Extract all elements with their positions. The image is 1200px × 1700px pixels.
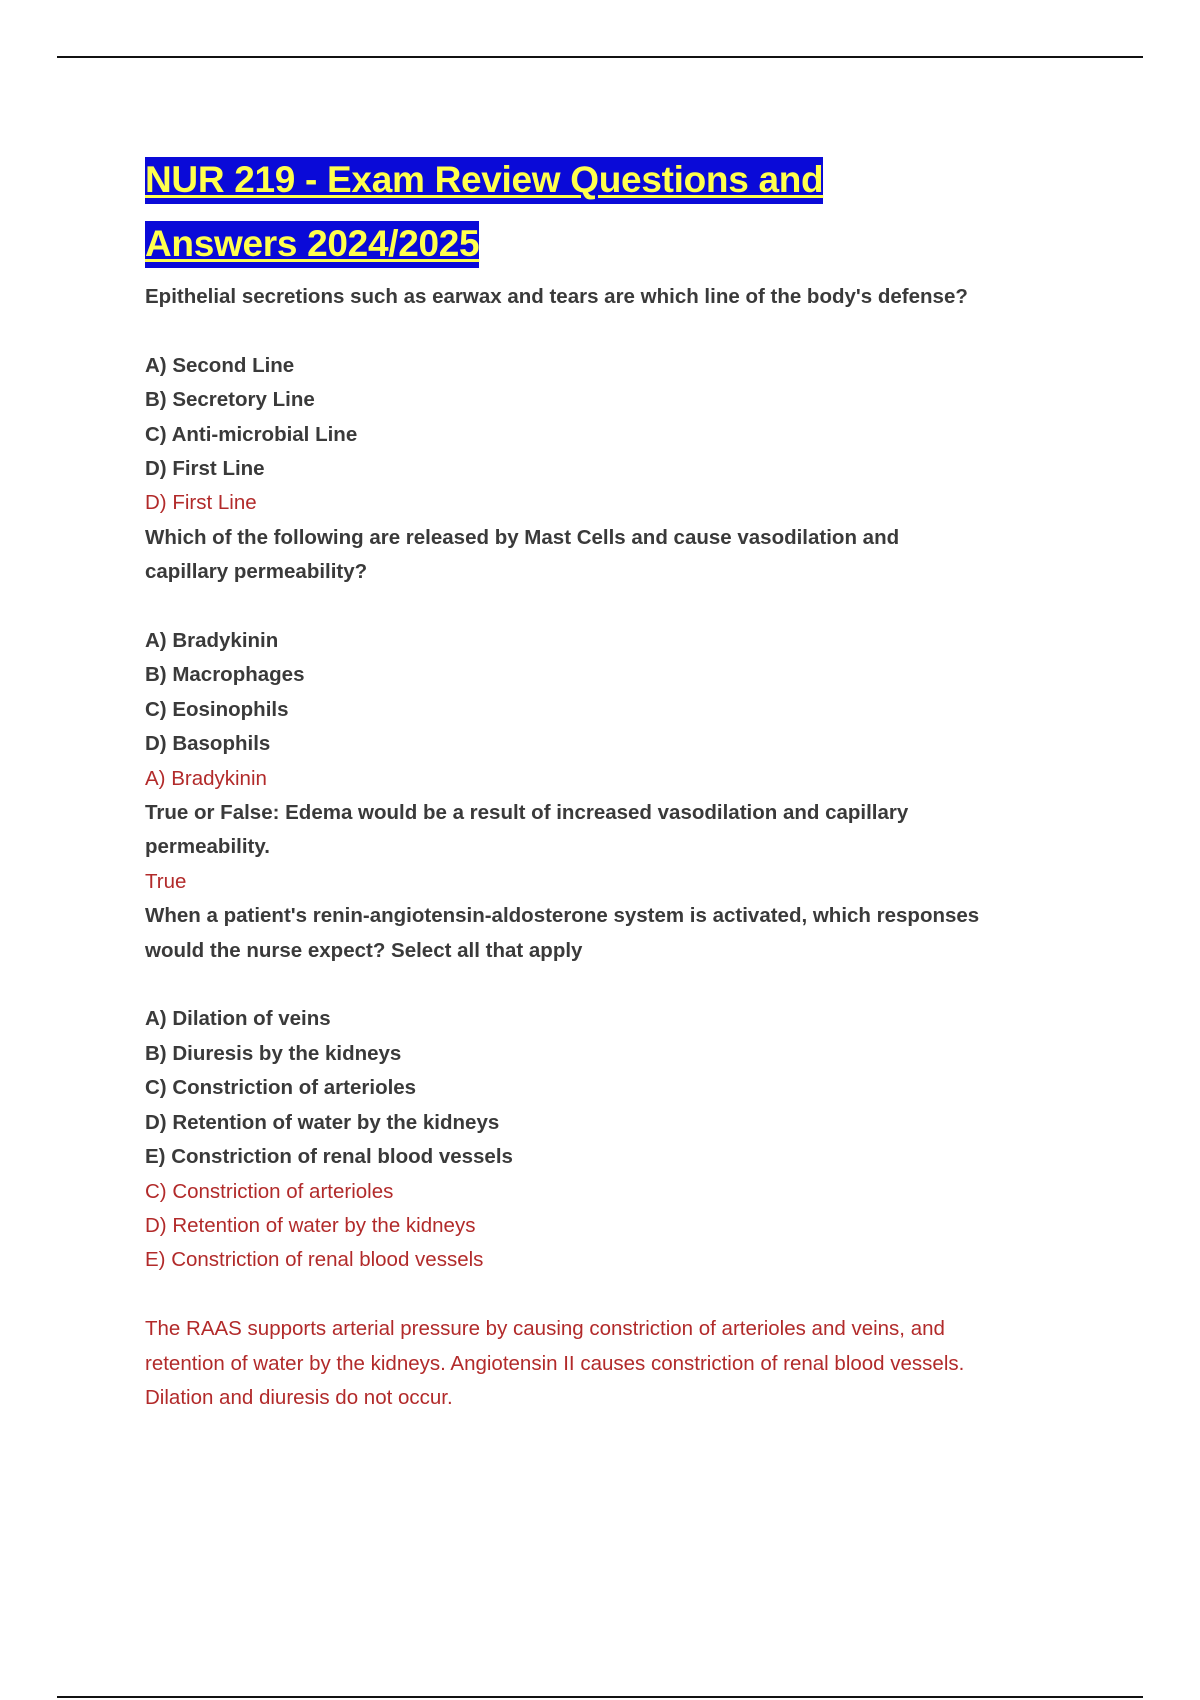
answer: C) Constriction of arterioles — [145, 1179, 394, 1203]
question-2 — [145, 521, 1105, 796]
question-3 — [145, 796, 1105, 899]
option: A) Second Line — [145, 353, 295, 377]
question-4 — [145, 899, 1105, 1415]
spacer — [145, 968, 1105, 1002]
prompt-line: would the nurse expect? Select all that apply — [145, 938, 583, 962]
option: D) First Line — [145, 457, 265, 481]
rationale-line: retention of water by the kidneys. Angiotensin II causes constriction of renal blood vessels. — [145, 1351, 965, 1375]
document-body — [145, 148, 1105, 1415]
spacer — [145, 590, 1105, 624]
rationale-line: Dilation and diuresis do not occur. — [145, 1385, 453, 1409]
document-title — [145, 148, 1105, 276]
option: D) Retention of water by the kidneys — [145, 1110, 500, 1134]
option: C) Anti-microbial Line — [145, 422, 358, 446]
option: C) Constriction of arterioles — [145, 1076, 417, 1100]
prompt-line: capillary permeability? — [145, 560, 368, 584]
option: A) Dilation of veins — [145, 1007, 331, 1031]
option: C) Eosinophils — [145, 697, 289, 721]
question-prompt — [145, 899, 1105, 968]
prompt-line: permeability. — [145, 835, 270, 859]
answer: True — [145, 869, 187, 893]
answer: A) Bradykinin — [145, 766, 267, 790]
title-line-2: Answers 2024/2025 — [145, 221, 479, 268]
answer: D) Retention of water by the kidneys — [145, 1213, 476, 1237]
prompt-line: When a patient's renin-angiotensin-aldosterone system is activated, which responses — [145, 904, 980, 928]
title-line-1: NUR 219 - Exam Review Questions and — [145, 157, 823, 204]
option: B) Diuresis by the kidneys — [145, 1041, 402, 1065]
option: E) Constriction of renal blood vessels — [145, 1145, 513, 1169]
prompt-line: Which of the following are released by Mast Cells and cause vasodilation and — [145, 525, 900, 549]
spacer — [145, 1278, 1105, 1312]
rationale-line: The RAAS supports arterial pressure by causing constriction of arterioles and veins, and — [145, 1317, 945, 1341]
spacer — [145, 314, 1105, 348]
option: D) Basophils — [145, 732, 271, 756]
top-rule — [57, 56, 1143, 58]
answer: D) First Line — [145, 491, 257, 515]
question-prompt — [145, 796, 1105, 865]
bottom-rule — [57, 1696, 1143, 1698]
question-prompt — [145, 280, 1105, 314]
question-1 — [145, 280, 1105, 521]
option: A) Bradykinin — [145, 629, 279, 653]
option: B) Secretory Line — [145, 388, 315, 412]
answer: E) Constriction of renal blood vessels — [145, 1248, 484, 1272]
question-prompt — [145, 521, 1105, 590]
prompt-line: Epithelial secretions such as earwax and tears are which line of the body's defense? — [145, 285, 968, 308]
prompt-line: True or False: Edema would be a result of increased vasodilation and capillary — [145, 801, 909, 825]
option: B) Macrophages — [145, 663, 305, 687]
